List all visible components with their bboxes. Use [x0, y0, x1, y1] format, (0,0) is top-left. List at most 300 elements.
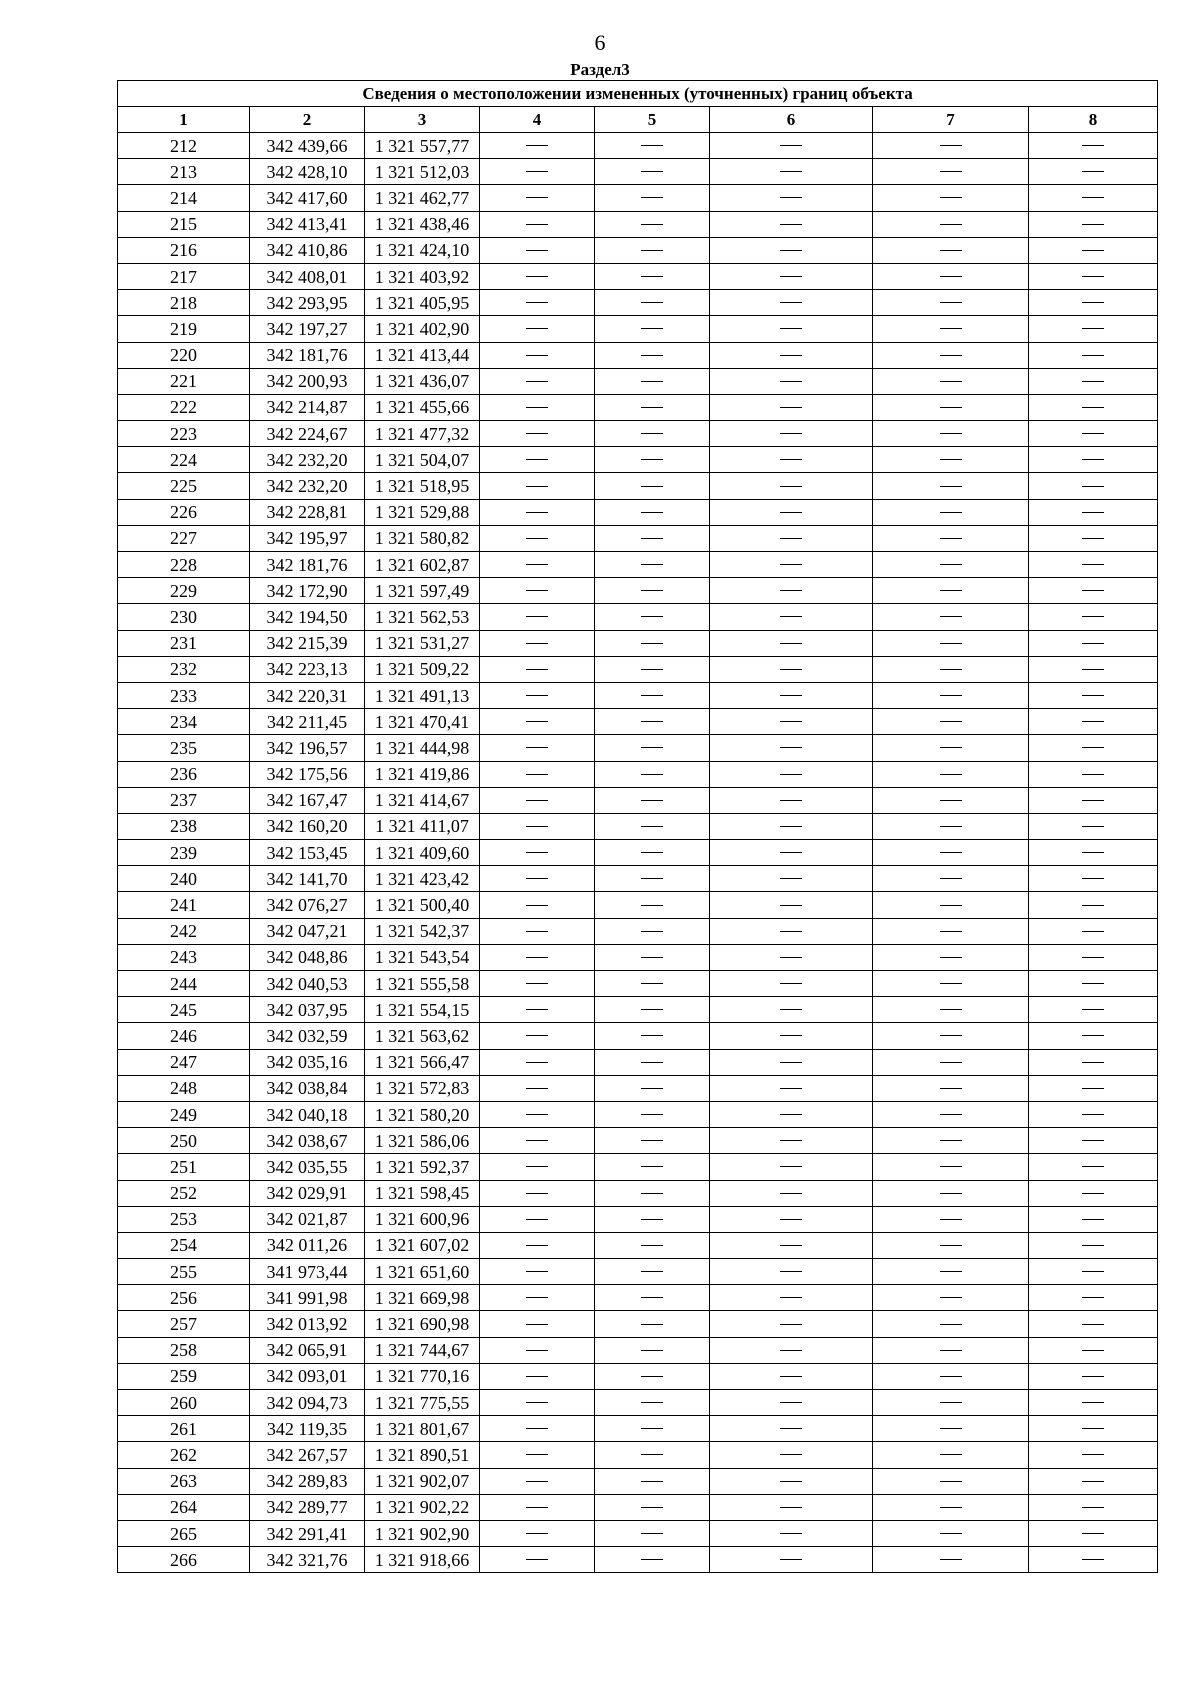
table-row: [118, 1023, 1158, 1049]
x-coordinate-cell: 342 047,21: [250, 918, 365, 944]
empty-dash-cell: [1029, 1049, 1158, 1075]
empty-dash-cell: [710, 1101, 873, 1127]
table-row: [118, 1468, 1158, 1494]
dash-mark: [526, 381, 548, 382]
y-coordinate-cell: 1 321 555,58: [365, 971, 480, 997]
section-title: Раздел3: [570, 60, 630, 79]
dash-mark: [780, 564, 802, 565]
y-coordinate-cell: 1 321 531,27: [365, 630, 480, 656]
empty-dash-cell: [1029, 682, 1158, 708]
empty-dash-cell: [873, 944, 1029, 970]
dash-mark: [526, 1245, 548, 1246]
empty-dash-cell: [710, 735, 873, 761]
y-coordinate-cell: 1 321 542,37: [365, 918, 480, 944]
table-row: [118, 1547, 1158, 1573]
point-number-cell: 241: [118, 892, 250, 918]
dash-mark: [940, 747, 962, 748]
table-row: [118, 342, 1158, 368]
dash-mark: [526, 224, 548, 225]
point-number-cell: 219: [118, 316, 250, 342]
x-coordinate-cell: 342 200,93: [250, 368, 365, 394]
dash-mark: [780, 1140, 802, 1141]
empty-dash-cell: [710, 656, 873, 682]
empty-dash-cell: [480, 971, 595, 997]
empty-dash-cell: [1029, 473, 1158, 499]
x-coordinate-cell: 342 167,47: [250, 787, 365, 813]
dash-mark: [780, 433, 802, 434]
dash-mark: [1082, 1350, 1104, 1351]
empty-dash-cell: [710, 1154, 873, 1180]
empty-dash-cell: [595, 1442, 710, 1468]
dash-mark: [780, 721, 802, 722]
dash-mark: [780, 171, 802, 172]
y-coordinate-cell: 1 321 586,06: [365, 1128, 480, 1154]
empty-dash-cell: [1029, 918, 1158, 944]
dash-mark: [780, 1481, 802, 1482]
x-coordinate-cell: 342 195,97: [250, 525, 365, 551]
empty-dash-cell: [873, 368, 1029, 394]
x-coordinate-cell: 342 153,45: [250, 840, 365, 866]
y-coordinate-cell: 1 321 902,07: [365, 1468, 480, 1494]
dash-mark: [780, 197, 802, 198]
point-number-cell: 239: [118, 840, 250, 866]
dash-mark: [940, 643, 962, 644]
empty-dash-cell: [873, 866, 1029, 892]
empty-dash-cell: [1029, 1075, 1158, 1101]
empty-dash-cell: [1029, 1232, 1158, 1258]
dash-mark: [940, 590, 962, 591]
x-coordinate-cell: 342 032,59: [250, 1023, 365, 1049]
empty-dash-cell: [1029, 866, 1158, 892]
dash-mark: [780, 905, 802, 906]
table-row: [118, 1390, 1158, 1416]
point-number-cell: 212: [118, 133, 250, 159]
empty-dash-cell: [595, 1547, 710, 1573]
empty-dash-cell: [873, 1128, 1029, 1154]
empty-dash-cell: [873, 1442, 1029, 1468]
empty-dash-cell: [480, 944, 595, 970]
point-number-cell: 226: [118, 499, 250, 525]
empty-dash-cell: [1029, 761, 1158, 787]
point-number-cell: 256: [118, 1285, 250, 1311]
dash-mark: [780, 590, 802, 591]
point-number-cell: 234: [118, 709, 250, 735]
empty-dash-cell: [873, 159, 1029, 185]
dash-mark: [641, 957, 663, 958]
point-number-cell: 253: [118, 1206, 250, 1232]
point-number-cell: 260: [118, 1390, 250, 1416]
x-coordinate-cell: 342 141,70: [250, 866, 365, 892]
dash-mark: [1082, 1062, 1104, 1063]
dash-mark: [780, 1324, 802, 1325]
column-header: 1: [118, 107, 250, 133]
point-number-cell: 250: [118, 1128, 250, 1154]
empty-dash-cell: [710, 813, 873, 839]
dash-mark: [940, 1009, 962, 1010]
dash-mark: [641, 1324, 663, 1325]
y-coordinate-cell: 1 321 509,22: [365, 656, 480, 682]
empty-dash-cell: [710, 1337, 873, 1363]
empty-dash-cell: [1029, 944, 1158, 970]
table-row: [118, 368, 1158, 394]
table-row: [118, 656, 1158, 682]
empty-dash-cell: [595, 1468, 710, 1494]
empty-dash-cell: [595, 185, 710, 211]
dash-mark: [1082, 774, 1104, 775]
point-number-cell: 252: [118, 1180, 250, 1206]
dash-mark: [641, 590, 663, 591]
point-number-cell: 224: [118, 447, 250, 473]
dash-mark: [780, 1428, 802, 1429]
y-coordinate-cell: 1 321 423,42: [365, 866, 480, 892]
empty-dash-cell: [480, 1023, 595, 1049]
dash-mark: [641, 1481, 663, 1482]
dash-mark: [1082, 459, 1104, 460]
dash-mark: [641, 250, 663, 251]
table-caption: Сведения о местоположении измененных (уточненных) границ объекта: [118, 81, 1158, 107]
empty-dash-cell: [873, 1101, 1029, 1127]
y-coordinate-cell: 1 321 580,82: [365, 525, 480, 551]
empty-dash-cell: [1029, 1259, 1158, 1285]
empty-dash-cell: [595, 840, 710, 866]
empty-dash-cell: [595, 1259, 710, 1285]
empty-dash-cell: [873, 656, 1029, 682]
dash-mark: [940, 1271, 962, 1272]
point-number-cell: 215: [118, 211, 250, 237]
x-coordinate-cell: 342 011,26: [250, 1232, 365, 1258]
dash-mark: [940, 302, 962, 303]
dash-mark: [780, 878, 802, 879]
y-coordinate-cell: 1 321 529,88: [365, 499, 480, 525]
empty-dash-cell: [595, 1416, 710, 1442]
empty-dash-cell: [873, 1494, 1029, 1520]
point-number-cell: 218: [118, 290, 250, 316]
dash-mark: [1082, 1559, 1104, 1560]
empty-dash-cell: [595, 735, 710, 761]
empty-dash-cell: [1029, 630, 1158, 656]
empty-dash-cell: [480, 473, 595, 499]
table-row: [118, 761, 1158, 787]
table-row: [118, 185, 1158, 211]
empty-dash-cell: [595, 552, 710, 578]
dash-mark: [940, 1219, 962, 1220]
dash-mark: [780, 983, 802, 984]
y-coordinate-cell: 1 321 438,46: [365, 211, 480, 237]
table-body: [118, 133, 1158, 1573]
empty-dash-cell: [595, 944, 710, 970]
empty-dash-cell: [710, 761, 873, 787]
dash-mark: [641, 1507, 663, 1508]
empty-dash-cell: [1029, 159, 1158, 185]
dash-mark: [1082, 747, 1104, 748]
dash-mark: [526, 407, 548, 408]
point-number-cell: 255: [118, 1259, 250, 1285]
empty-dash-cell: [710, 1520, 873, 1546]
point-number-cell: 231: [118, 630, 250, 656]
empty-dash-cell: [595, 892, 710, 918]
dash-mark: [526, 1559, 548, 1560]
page-number: 6: [594, 30, 606, 55]
empty-dash-cell: [710, 473, 873, 499]
empty-dash-cell: [595, 1023, 710, 1049]
empty-dash-cell: [1029, 997, 1158, 1023]
table-caption-row: [118, 81, 1158, 107]
empty-dash-cell: [480, 1206, 595, 1232]
dash-mark: [940, 800, 962, 801]
empty-dash-cell: [873, 1206, 1029, 1232]
empty-dash-cell: [710, 682, 873, 708]
empty-dash-cell: [873, 787, 1029, 813]
dash-mark: [526, 1193, 548, 1194]
table-row: [118, 316, 1158, 342]
y-coordinate-cell: 1 321 414,67: [365, 787, 480, 813]
empty-dash-cell: [480, 1128, 595, 1154]
table-row: [118, 840, 1158, 866]
table-row: [118, 447, 1158, 473]
dash-mark: [780, 957, 802, 958]
empty-dash-cell: [1029, 1101, 1158, 1127]
dash-mark: [1082, 1376, 1104, 1377]
dash-mark: [780, 1166, 802, 1167]
dash-mark: [526, 826, 548, 827]
dash-mark: [940, 1428, 962, 1429]
empty-dash-cell: [480, 813, 595, 839]
y-coordinate-cell: 1 321 669,98: [365, 1285, 480, 1311]
point-number-cell: 233: [118, 682, 250, 708]
dash-mark: [940, 1114, 962, 1115]
dash-mark: [780, 1454, 802, 1455]
dash-mark: [1082, 1035, 1104, 1036]
empty-dash-cell: [710, 263, 873, 289]
empty-dash-cell: [1029, 1442, 1158, 1468]
dash-mark: [526, 669, 548, 670]
dash-mark: [526, 433, 548, 434]
dash-mark: [940, 774, 962, 775]
y-coordinate-cell: 1 321 580,20: [365, 1101, 480, 1127]
empty-dash-cell: [480, 1101, 595, 1127]
dash-mark: [1082, 957, 1104, 958]
dash-mark: [1082, 1219, 1104, 1220]
empty-dash-cell: [595, 342, 710, 368]
dash-mark: [940, 1402, 962, 1403]
x-coordinate-cell: 342 021,87: [250, 1206, 365, 1232]
empty-dash-cell: [1029, 709, 1158, 735]
y-coordinate-cell: 1 321 801,67: [365, 1416, 480, 1442]
dash-mark: [1082, 433, 1104, 434]
dash-mark: [641, 459, 663, 460]
empty-dash-cell: [710, 290, 873, 316]
dash-mark: [641, 1219, 663, 1220]
empty-dash-cell: [873, 1416, 1029, 1442]
dash-mark: [1082, 486, 1104, 487]
dash-mark: [940, 355, 962, 356]
y-coordinate-cell: 1 321 518,95: [365, 473, 480, 499]
y-coordinate-cell: 1 321 651,60: [365, 1259, 480, 1285]
y-coordinate-cell: 1 321 690,98: [365, 1311, 480, 1337]
dash-mark: [780, 643, 802, 644]
empty-dash-cell: [480, 552, 595, 578]
dash-mark: [641, 276, 663, 277]
empty-dash-cell: [710, 368, 873, 394]
point-number-cell: 251: [118, 1154, 250, 1180]
dash-mark: [641, 878, 663, 879]
x-coordinate-cell: 341 991,98: [250, 1285, 365, 1311]
x-coordinate-cell: 342 228,81: [250, 499, 365, 525]
dash-mark: [1082, 276, 1104, 277]
dash-mark: [1082, 250, 1104, 251]
dash-mark: [940, 224, 962, 225]
table-row: [118, 1075, 1158, 1101]
empty-dash-cell: [873, 1547, 1029, 1573]
empty-dash-cell: [595, 1494, 710, 1520]
dash-mark: [641, 931, 663, 932]
empty-dash-cell: [710, 316, 873, 342]
dash-mark: [780, 1271, 802, 1272]
dash-mark: [641, 1140, 663, 1141]
dash-mark: [1082, 616, 1104, 617]
empty-dash-cell: [1029, 394, 1158, 420]
dash-mark: [526, 905, 548, 906]
point-number-cell: 229: [118, 578, 250, 604]
empty-dash-cell: [1029, 1416, 1158, 1442]
empty-dash-cell: [873, 1337, 1029, 1363]
empty-dash-cell: [480, 185, 595, 211]
empty-dash-cell: [595, 604, 710, 630]
empty-dash-cell: [595, 1337, 710, 1363]
empty-dash-cell: [873, 1285, 1029, 1311]
column-header: 7: [873, 107, 1029, 133]
dash-mark: [1082, 905, 1104, 906]
y-coordinate-cell: 1 321 413,44: [365, 342, 480, 368]
y-coordinate-cell: 1 321 491,13: [365, 682, 480, 708]
empty-dash-cell: [710, 1285, 873, 1311]
dash-mark: [641, 905, 663, 906]
x-coordinate-cell: 342 214,87: [250, 394, 365, 420]
empty-dash-cell: [1029, 604, 1158, 630]
point-number-cell: 232: [118, 656, 250, 682]
point-number-cell: 261: [118, 1416, 250, 1442]
y-coordinate-cell: 1 321 744,67: [365, 1337, 480, 1363]
empty-dash-cell: [873, 211, 1029, 237]
empty-dash-cell: [710, 787, 873, 813]
table-row: [118, 1232, 1158, 1258]
dash-mark: [780, 276, 802, 277]
x-coordinate-cell: 342 232,20: [250, 473, 365, 499]
dash-mark: [780, 1062, 802, 1063]
point-number-cell: 266: [118, 1547, 250, 1573]
y-coordinate-cell: 1 321 470,41: [365, 709, 480, 735]
dash-mark: [641, 486, 663, 487]
empty-dash-cell: [480, 368, 595, 394]
empty-dash-cell: [710, 447, 873, 473]
dash-mark: [940, 486, 962, 487]
y-coordinate-cell: 1 321 598,45: [365, 1180, 480, 1206]
dash-mark: [526, 302, 548, 303]
dash-mark: [940, 328, 962, 329]
empty-dash-cell: [1029, 263, 1158, 289]
dash-mark: [1082, 1271, 1104, 1272]
dash-mark: [526, 616, 548, 617]
dash-mark: [780, 1114, 802, 1115]
empty-dash-cell: [873, 552, 1029, 578]
empty-dash-cell: [595, 971, 710, 997]
table-row: [118, 1206, 1158, 1232]
empty-dash-cell: [710, 1468, 873, 1494]
empty-dash-cell: [595, 447, 710, 473]
empty-dash-cell: [595, 1520, 710, 1546]
empty-dash-cell: [710, 133, 873, 159]
point-number-cell: 262: [118, 1442, 250, 1468]
dash-mark: [1082, 381, 1104, 382]
dash-mark: [780, 145, 802, 146]
empty-dash-cell: [1029, 552, 1158, 578]
dash-mark: [780, 250, 802, 251]
dash-mark: [780, 1009, 802, 1010]
y-coordinate-cell: 1 321 563,62: [365, 1023, 480, 1049]
dash-mark: [940, 1533, 962, 1534]
empty-dash-cell: [480, 604, 595, 630]
empty-dash-cell: [1029, 499, 1158, 525]
point-number-cell: 259: [118, 1363, 250, 1389]
empty-dash-cell: [480, 1049, 595, 1075]
dash-mark: [1082, 1009, 1104, 1010]
dash-mark: [940, 1035, 962, 1036]
dash-mark: [940, 276, 962, 277]
dash-mark: [526, 1009, 548, 1010]
dash-mark: [641, 826, 663, 827]
dash-mark: [940, 1507, 962, 1508]
x-coordinate-cell: 342 291,41: [250, 1520, 365, 1546]
dash-mark: [940, 512, 962, 513]
dash-mark: [1082, 224, 1104, 225]
dash-mark: [641, 355, 663, 356]
x-coordinate-cell: 342 172,90: [250, 578, 365, 604]
empty-dash-cell: [480, 1311, 595, 1337]
empty-dash-cell: [1029, 237, 1158, 263]
empty-dash-cell: [480, 290, 595, 316]
dash-mark: [940, 381, 962, 382]
empty-dash-cell: [480, 1416, 595, 1442]
empty-dash-cell: [480, 237, 595, 263]
point-number-cell: 265: [118, 1520, 250, 1546]
dash-mark: [526, 1507, 548, 1508]
x-coordinate-cell: 342 181,76: [250, 342, 365, 368]
empty-dash-cell: [480, 1468, 595, 1494]
x-coordinate-cell: 342 065,91: [250, 1337, 365, 1363]
x-coordinate-cell: 342 038,84: [250, 1075, 365, 1101]
point-number-cell: 221: [118, 368, 250, 394]
table-row: [118, 1311, 1158, 1337]
empty-dash-cell: [873, 892, 1029, 918]
empty-dash-cell: [480, 761, 595, 787]
y-coordinate-cell: 1 321 419,86: [365, 761, 480, 787]
empty-dash-cell: [1029, 316, 1158, 342]
empty-dash-cell: [1029, 1180, 1158, 1206]
empty-dash-cell: [595, 421, 710, 447]
empty-dash-cell: [873, 525, 1029, 551]
dash-mark: [940, 905, 962, 906]
dash-mark: [1082, 197, 1104, 198]
x-coordinate-cell: 342 119,35: [250, 1416, 365, 1442]
dash-mark: [1082, 538, 1104, 539]
dash-mark: [641, 1454, 663, 1455]
empty-dash-cell: [873, 1180, 1029, 1206]
dash-mark: [526, 1114, 548, 1115]
dash-mark: [940, 852, 962, 853]
empty-dash-cell: [710, 1075, 873, 1101]
empty-dash-cell: [480, 159, 595, 185]
dash-mark: [940, 197, 962, 198]
